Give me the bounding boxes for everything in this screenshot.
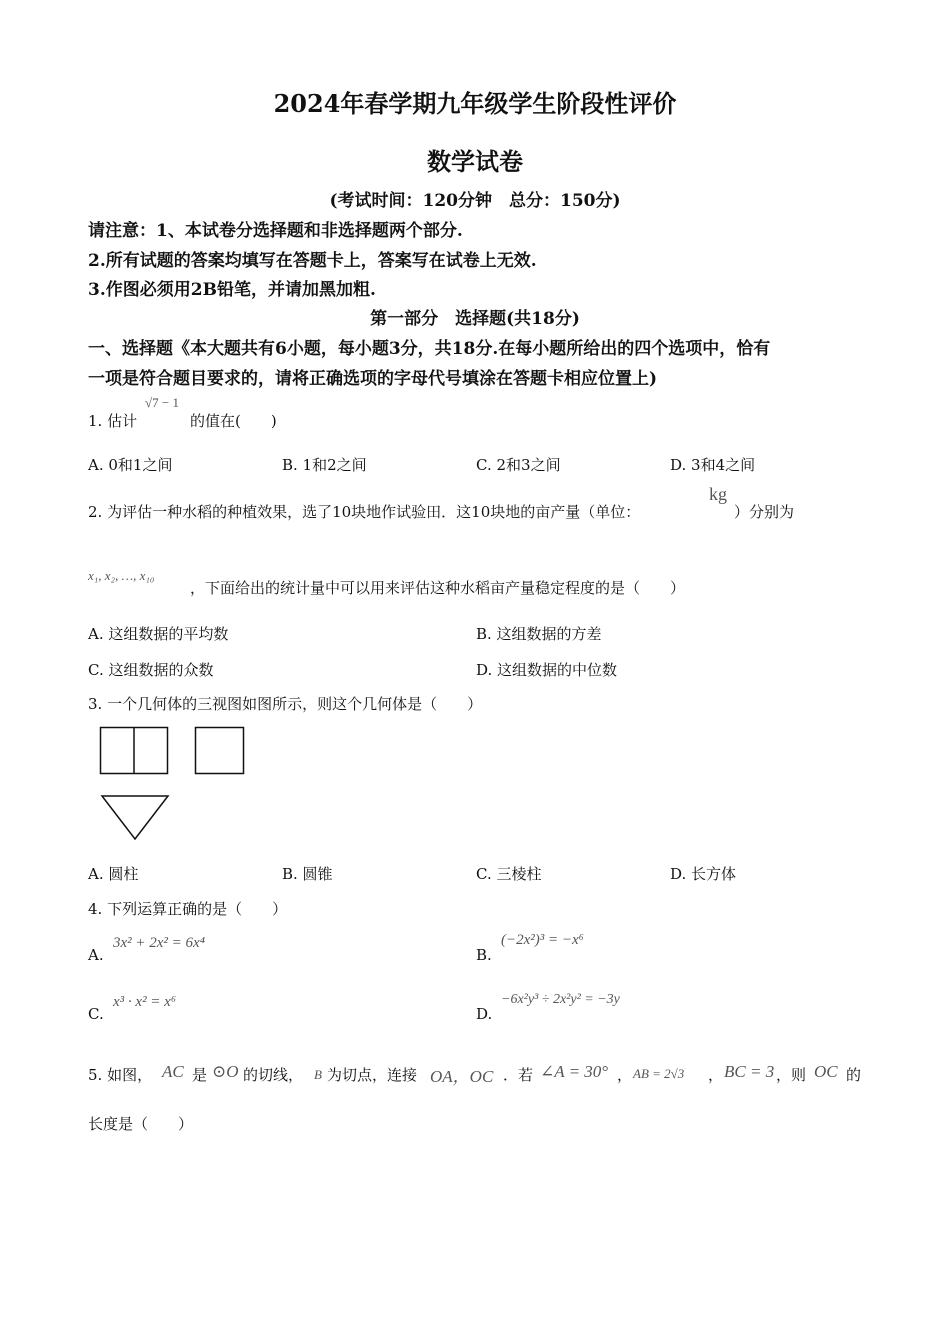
q1-option-a: A. 0和1之间 (88, 456, 173, 474)
q5-ab: AB = 2√3 (633, 1066, 685, 1081)
q2-text-1-end: ）分别为 (734, 503, 795, 521)
q5-oa-oc: OA，OC (430, 1067, 494, 1086)
q5-part-4: 为切点，连接 (327, 1066, 418, 1084)
three-view-figure (95, 720, 255, 850)
page-title: 2024年春学期九年级学生阶段性评价 (273, 89, 677, 118)
q5-oc: OC (814, 1062, 838, 1081)
q2-option-d: D. 这组数据的中位数 (476, 661, 618, 679)
top-view (102, 796, 168, 839)
q3-option-b: B. 圆锥 (282, 865, 333, 883)
q5-circle-o: ⊙O (212, 1062, 239, 1081)
q3-option-d: D. 长方体 (670, 865, 737, 883)
q5-b: B (314, 1067, 322, 1082)
q1-option-c: C. 2和3之间 (476, 456, 561, 474)
q5-part-3: 的切线， (243, 1066, 304, 1084)
q2-option-b: B. 这组数据的方差 (476, 625, 602, 643)
q5-ac: AC (162, 1062, 184, 1081)
side-view (196, 728, 244, 774)
q5-angle: ∠A = 30° (540, 1062, 609, 1081)
q2-text-1: 2. 为评估一种水稻的种植效果，选了10块地作试验田．这10块地的亩产量（单位： (88, 503, 641, 521)
q3-option-c: C. 三棱柱 (476, 865, 542, 883)
q1-prefix: 1. 估计 (88, 412, 138, 430)
q4-expr-a: 3x² + 2x² = 6x⁴ (113, 935, 205, 951)
q2-variables: x₁, x₂, …, x₁₀ (88, 568, 155, 583)
q5-part-7: 的 (846, 1066, 862, 1084)
part1-instructions-1: 一、选择题《本大题共有6小题，每小题3分，共18分.在每小题所给出的四个选项中，恰有 (88, 339, 771, 359)
q1-option-d: D. 3和4之间 (670, 456, 756, 474)
q1-expression: √7 − 1 (145, 395, 179, 410)
q4-label-d: D. (476, 1005, 493, 1023)
q4-label-a: A. (88, 946, 104, 964)
q3-option-a: A. 圆柱 (88, 865, 139, 883)
q4-expr-c: x³ · x² = x⁶ (113, 994, 177, 1010)
q4-label-c: C. (88, 1005, 104, 1023)
note-2: 2.所有试题的答案均填写在答题卡上，答案写在试卷上无效. (88, 251, 537, 271)
q3-text: 3. 一个几何体的三视图如图所示，则这个几何体是（ ） (88, 695, 483, 713)
q2-option-a: A. 这组数据的平均数 (88, 625, 229, 643)
note-3: 3.作图必须用2B铅笔，并请加黑加粗. (88, 280, 376, 300)
q2-option-c: C. 这组数据的众数 (88, 661, 214, 679)
q4-text: 4. 下列运算正确的是（ ） (88, 900, 288, 918)
q4-label-b: B. (476, 946, 492, 964)
q5-line-2: 长度是（ ） (88, 1115, 194, 1133)
q5-part-5: ．若 (503, 1066, 534, 1084)
part1-heading: 第一部分 选择题(共18分) (370, 309, 580, 329)
q5-bc: BC = 3 (724, 1062, 775, 1081)
exam-info: (考试时间：120分钟 总分：150分) (329, 191, 621, 211)
part1-instructions-2: 一项是符合题目要求的，请将正确选项的字母代号填涂在答题卡相应位置上) (88, 369, 658, 389)
q5-part-2: 是 (192, 1066, 208, 1084)
note-1: 请注意：1、本试卷分选择题和非选择题两个部分. (88, 221, 463, 241)
q1-option-b: B. 1和2之间 (282, 456, 367, 474)
q2-unit: kg (709, 484, 727, 504)
q1-suffix: 的值在( ) (190, 412, 277, 430)
q5-part-6: ，则 (776, 1066, 807, 1084)
q4-expr-d: −6x²y³ ÷ 2x²y² = −3y (501, 992, 620, 1007)
subject-title: 数学试卷 (427, 147, 523, 176)
q5-part-1: 5. 如图， (88, 1066, 153, 1084)
q4-expr-b: (−2x²)³ = −x⁶ (501, 932, 584, 948)
q2-text-2: ，下面给出的统计量中可以用来评估这种水稻亩产量稳定程度的是（ ） (190, 579, 686, 597)
